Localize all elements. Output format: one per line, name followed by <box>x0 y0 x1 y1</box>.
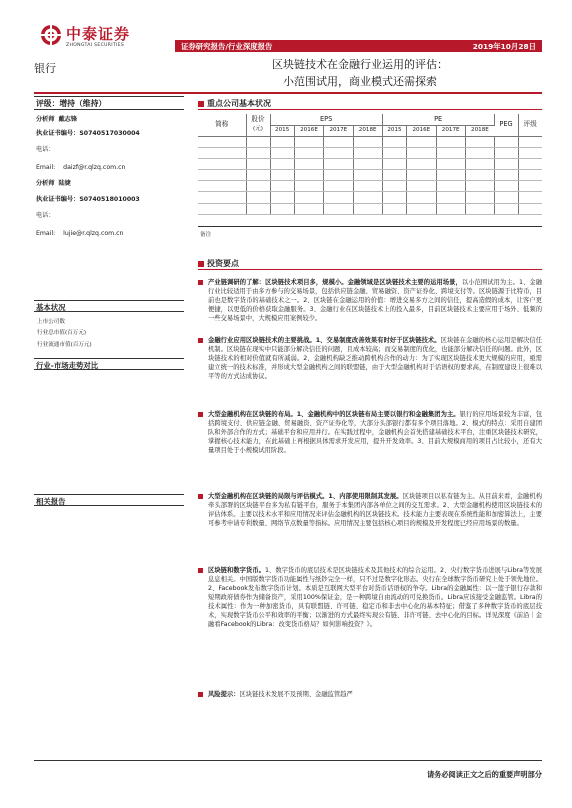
year-eps-2015: 2015 <box>270 125 294 136</box>
year-pe-2017e: 2017E <box>436 125 465 136</box>
col-pe: PE <box>382 114 494 125</box>
table-row <box>198 192 542 203</box>
table-row <box>198 170 542 181</box>
bullet-square-icon <box>198 568 203 573</box>
trend-heading: 行业-市场走势对比 <box>34 358 184 370</box>
companies-heading: 重点公司基本状况 <box>198 98 542 110</box>
title-divider <box>34 92 542 94</box>
col-price-unit: (元) <box>246 125 270 136</box>
analyst-1-name: 分析师 戴志锋 <box>36 116 78 123</box>
report-type: 证券研究报告/行业深度报告 <box>181 41 273 51</box>
bullet-square-icon <box>198 280 203 285</box>
year-eps-2017e: 2017E <box>324 125 353 136</box>
report-header-bar <box>175 40 542 52</box>
analyst-1-email[interactable]: Email: daizf@r.qlzq.com.cn <box>36 164 126 171</box>
table-row <box>198 147 542 158</box>
col-peg: PEG <box>494 114 518 136</box>
year-eps-2016e: 2016E <box>294 125 323 136</box>
year-pe-2016e: 2016E <box>407 125 436 136</box>
report-title-line1: 区块链技术在金融行业运用的评估： <box>272 58 448 71</box>
analyst-2-phone: 电话： <box>36 212 55 219</box>
col-short-name: 简称 <box>198 114 246 136</box>
sector-label: 银行 <box>34 62 56 75</box>
bullet-square-icon <box>198 412 203 417</box>
bullet-square-icon <box>198 338 203 343</box>
col-eps: EPS <box>270 114 382 125</box>
footer-rule <box>34 760 542 761</box>
year-pe-2015: 2015 <box>382 125 406 136</box>
company-logo <box>40 22 160 54</box>
basic-row-company-count: 上市公司数 <box>37 319 65 325</box>
analyst-1-license: 执业证书编号：S0740517030004 <box>36 130 140 137</box>
related-reports-heading: 相关报告 <box>34 494 184 506</box>
logo-name: 中泰证券 <box>66 25 131 43</box>
table-row <box>198 181 542 192</box>
report-date: 2019年10月28日 <box>472 41 536 51</box>
basic-info-heading: 基本状况 <box>34 300 184 312</box>
report-title-line2: 小范围试用，商业模式还需探索 <box>283 75 437 88</box>
companies-table <box>198 114 542 215</box>
bullet-square-icon <box>198 494 203 499</box>
analyst-1-phone: 电话： <box>36 146 55 153</box>
table-bottom-rule <box>198 226 542 227</box>
logo-subtitle: ZHONGTAI SECURITIES <box>66 43 125 48</box>
year-eps-2018e: 2018E <box>353 125 382 136</box>
disclaimer-footer: 请务必阅读正文之后的重要声明部分 <box>426 770 542 779</box>
heading-marker-icon <box>198 101 204 107</box>
col-rating: 评级 <box>518 114 542 136</box>
bullet-square-icon <box>198 692 203 697</box>
highlights-heading: 投资要点 <box>198 258 542 270</box>
col-price: 股价 <box>246 114 270 125</box>
basic-row-total-cap: 行业总市值(百万元) <box>37 330 87 336</box>
table-row <box>198 136 542 147</box>
year-pe-2018e: 2018E <box>465 125 494 136</box>
heading-marker-icon <box>198 261 204 267</box>
table-note: 备注 <box>200 232 212 238</box>
rating-label: 评级：增持（维持） <box>36 99 107 108</box>
rating-box <box>34 96 184 110</box>
basic-row-float-cap: 行业流通市值(百万元) <box>37 342 92 348</box>
logo-emblem-icon <box>40 24 62 46</box>
analyst-2-license: 执业证书编号：S0740518010003 <box>36 196 140 203</box>
analyst-2-email[interactable]: Email: lujie@r.qlzq.com.cn <box>36 230 124 237</box>
table-row <box>198 203 542 214</box>
analyst-2-name: 分析师 陆婕 <box>36 180 71 187</box>
table-row <box>198 158 542 169</box>
